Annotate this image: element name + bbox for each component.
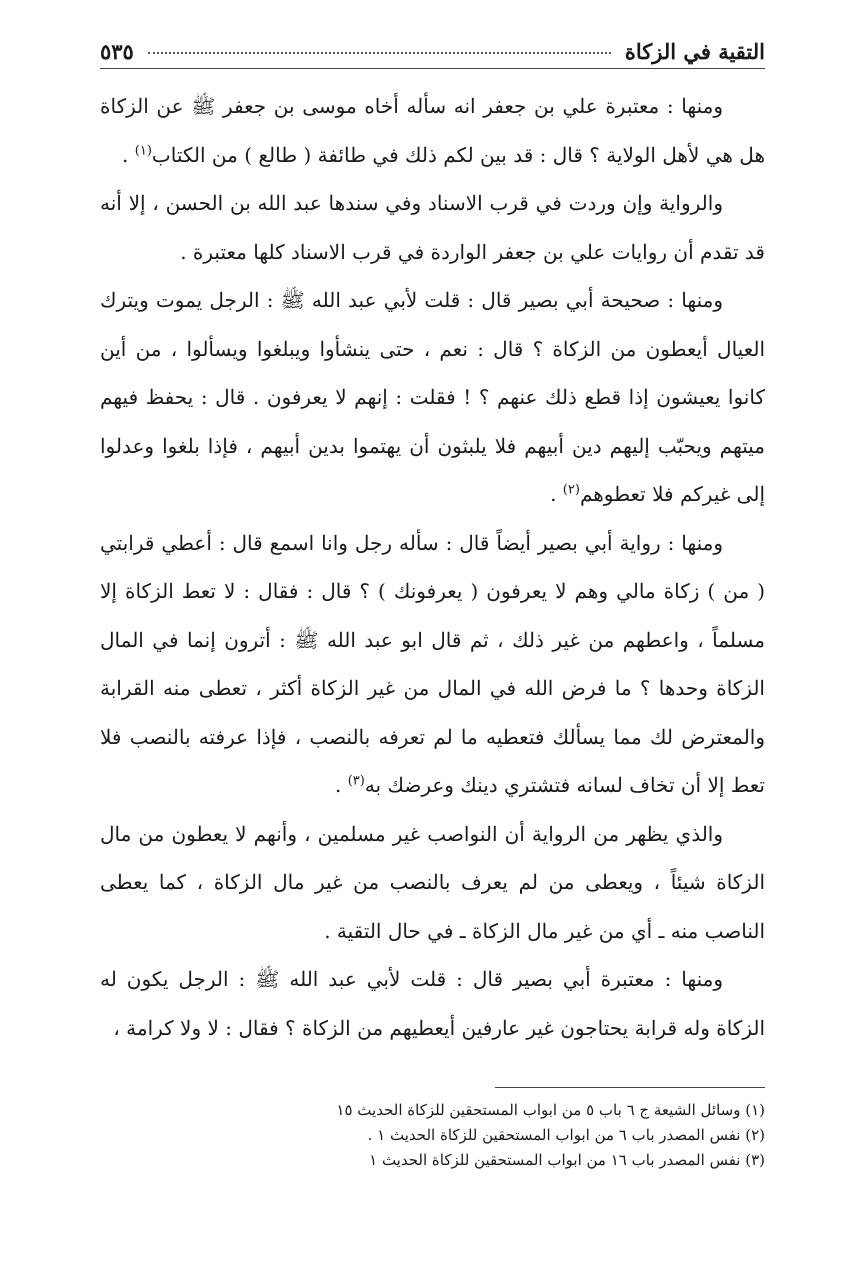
footnote-ref: (٣) [347,773,365,789]
page-number: ٥٣٥ [100,38,134,64]
period: . [550,482,557,506]
paragraph [100,82,765,179]
footnote: (٢) نفس المصدر باب ٦ من ابواب المستحقين للزكاة الحديث ١ . [367,1126,765,1144]
footnote: (٣) نفس المصدر باب ١٦ من ابواب المستحقين للزكاة الحديث ١ [369,1151,765,1169]
body-text [100,82,765,1052]
running-head [100,34,765,69]
paragraph-text: والرواية وإن وردت في قرب الاسناد وفي سندها عبد الله بن الحسن ، إلا أنه قد تقدم أن روايات علي بن جعفر الواردة في قرب الاسناد كلها معتبرة . [100,191,765,264]
paragraph-text: ومنها : رواية أبي بصير أيضاً قال : سأله رجل وانا اسمع قال : أعطي قرابتي ( من ) زكاة مالي وهم لا يعرفون ( يعرفونك ) ؟ قال : فقال : لا تعط الزكاة إلا مسلماً ، واعطهم من غير ذلك ، ثم قال ابو عبد الله ﷺ : أترون إنما في المال الزكاة وحدها ؟ ما فرض الله في المال من غير الزكاة أكثر ، تعطى منه القرابة والمعترض لك مما يسألك فتعطيه ما لم تعرفه بالنصب ، فإذا عرفته بالنصب فلا تعط إلا أن تخاف لسانه فتشتري دينك وعرضك به [100,530,766,797]
leader-dots [148,52,611,54]
paragraph [100,519,765,810]
running-title: التقية في الزكاة [624,38,765,64]
paragraph [100,276,765,519]
paragraph [100,955,765,1052]
footnote-divider [495,1087,765,1088]
paragraph [100,810,765,956]
paragraph-text: ومنها : معتبرة علي بن جعفر انه سأله أخاه موسى بن جعفر ﷺ عن الزكاة هل هي لأهل الولاية ؟ قال : قد بين لكم ذلك في طائفة ( طالع ) من الكتاب [100,94,765,167]
footnote-ref: (١) [134,142,152,158]
period: . [122,142,129,167]
paragraph-text: ومنها : معتبرة أبي بصير قال : قلت لأبي عبد الله ﷺ : الرجل يكون له الزكاة وله قرابة يحتاجون غير عارفين أيعطيهم من الزكاة ؟ فقال : لا ولا كرامة ، [100,967,765,1040]
footnote-ref: (٢) [562,482,580,498]
period: . [334,773,342,797]
footnote: (١) وسائل الشيعة ج ٦ باب ٥ من ابواب المستحقين للزكاة الحديث ١٥ [336,1101,765,1119]
paragraph [100,179,765,276]
paragraph-text: والذي يظهر من الرواية أن النواصب غير مسلمين ، وأنهم لا يعطون من مال الزكاة شيئاً ، ويعطى من لم يعرف بالنصب من غير مال الزكاة ، كما يعطى الناصب منه ـ أي من غير مال الزكاة ـ في حال التقية . [100,821,765,943]
paragraph-text: ومنها : صحيحة أبي بصير قال : قلت لأبي عبد الله ﷺ : الرجل يموت ويترك العيال أيعطون من الزكاة ؟ قال : نعم ، حتى ينشأوا ويبلغوا ويسألوا ، من أين كانوا يعيشون إذا قطع ذلك عنهم ؟ ! فقلت : إنهم لا يعرفون . قال : يحفظ فيهم ميتهم ويحبّب إليهم دين أبيهم فلا يلبثون أن يهتموا بدين أبيهم ، فإذا بلغوا وعدلوا إلى غيركم فلا تعطوهم [100,288,765,506]
footnotes [100,1098,765,1173]
